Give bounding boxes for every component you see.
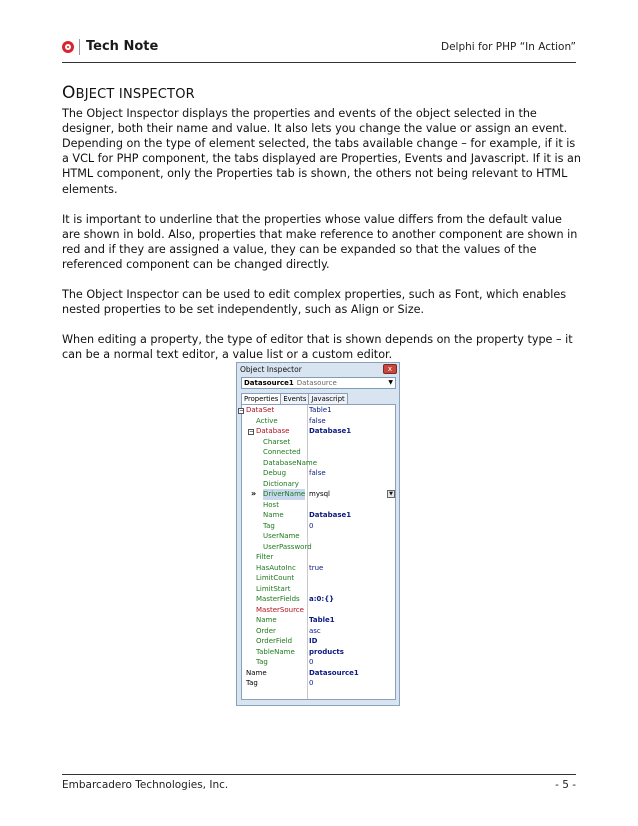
tab-properties[interactable]: Properties: [241, 393, 281, 406]
property-row[interactable]: [242, 573, 395, 584]
property-value[interactable]: a:0:{}: [309, 595, 335, 603]
property-name: [256, 573, 294, 584]
property-name: [263, 542, 312, 553]
property-name-text: UserName: [263, 532, 300, 540]
chevron-down-icon[interactable]: ▼: [388, 379, 393, 386]
property-row[interactable]: [242, 416, 395, 427]
property-row[interactable]: [242, 468, 395, 479]
property-name: [263, 458, 318, 469]
property-name: [256, 657, 268, 668]
property-value[interactable]: false: [309, 416, 326, 425]
property-row[interactable]: [242, 678, 395, 689]
selected-object-name: Datasource1: [244, 379, 294, 387]
property-name-text: Tag: [263, 521, 275, 530]
property-row[interactable]: [242, 636, 395, 647]
property-name: [246, 678, 258, 689]
document-title: Delphi for PHP “In Action”: [441, 41, 576, 53]
property-value[interactable]: asc: [309, 626, 321, 635]
logo-divider: [79, 39, 80, 55]
property-name: [256, 636, 292, 647]
property-name-text: MasterFields: [256, 595, 300, 603]
property-name-text: DriverName: [263, 490, 306, 498]
page-number: - 5 -: [555, 779, 576, 791]
property-name-text: LimitCount: [256, 574, 295, 582]
property-row[interactable]: [242, 437, 395, 448]
collapse-icon[interactable]: −: [239, 407, 245, 414]
property-name-text: Database: [256, 427, 290, 435]
property-name-text: TableName: [256, 647, 295, 656]
property-name-text: Order: [256, 626, 276, 635]
property-value[interactable]: Database1: [309, 511, 352, 519]
property-row[interactable]: [242, 542, 395, 553]
property-grid: [241, 404, 396, 700]
footer-rule: [62, 774, 576, 775]
property-name-text: Connected: [263, 448, 301, 456]
section-title-initial: O: [62, 83, 76, 103]
property-name-text: Charset: [263, 437, 291, 446]
property-name: [263, 479, 299, 490]
page-header: [62, 38, 576, 60]
object-selector-combo[interactable]: [241, 377, 396, 389]
property-value[interactable]: Database1: [309, 427, 352, 435]
property-name-text: Filter: [256, 553, 274, 561]
property-name-text: MasterSource: [256, 605, 304, 614]
property-row[interactable]: [242, 563, 395, 574]
main-content: [62, 83, 582, 377]
property-name: [256, 584, 290, 595]
property-row[interactable]: [242, 552, 395, 563]
property-name-text: DataSet: [246, 406, 275, 414]
property-row[interactable]: [242, 489, 395, 500]
property-row[interactable]: [242, 584, 395, 595]
property-value[interactable]: mysql: [309, 490, 330, 498]
property-row[interactable]: [242, 615, 395, 626]
object-inspector-title: Object Inspector: [240, 365, 302, 374]
property-name: [263, 521, 275, 532]
property-row[interactable]: [242, 510, 395, 521]
tab-events[interactable]: Events: [280, 393, 309, 405]
property-name: [256, 605, 304, 616]
property-name-text: Tag: [256, 658, 268, 666]
property-name-text: Host: [263, 500, 279, 509]
property-value[interactable]: Table1: [309, 616, 335, 624]
section-title: [62, 83, 582, 103]
property-value[interactable]: products: [309, 647, 344, 656]
property-name-text: Active: [256, 416, 278, 425]
property-name-text: Dictionary: [263, 479, 299, 488]
property-row[interactable]: [242, 500, 395, 511]
property-value[interactable]: Table1: [309, 406, 332, 414]
header-rule: [62, 62, 576, 63]
tab-javascript[interactable]: Javascript: [308, 393, 347, 405]
property-value[interactable]: ID: [309, 637, 318, 645]
property-row[interactable]: [242, 447, 395, 458]
property-value[interactable]: 0: [309, 679, 314, 687]
property-name: [263, 447, 301, 458]
embarcadero-logo-icon: [62, 41, 74, 53]
property-value[interactable]: 0: [309, 658, 314, 666]
property-name: [263, 500, 279, 511]
selected-row-marker-icon: »: [251, 489, 257, 498]
property-row[interactable]: [242, 521, 395, 532]
property-name-text: Name: [263, 511, 284, 519]
property-name-text: Debug: [263, 469, 287, 477]
collapse-icon[interactable]: −: [249, 428, 255, 435]
property-name: [256, 563, 296, 574]
property-row[interactable]: [242, 668, 395, 679]
property-name-text: UserPassword: [263, 542, 312, 551]
inspector-tabs: [241, 393, 347, 404]
property-name: [263, 531, 300, 542]
company-name: Embarcadero Technologies, Inc.: [62, 779, 229, 791]
property-name-text: OrderField: [256, 637, 293, 645]
close-icon[interactable]: x: [383, 364, 397, 374]
property-name: [263, 468, 286, 479]
property-name-text: DatabaseName: [263, 458, 318, 467]
property-name: [256, 552, 273, 563]
paragraph: The Object Inspector displays the properties and events of the object selected in the designer, both their name and value. It also lets you change the value or assign an event. Depending on the type of element selected, the tabs available change – for example, if it is a VCL for PHP component, the tabs displayed are Properties, Events and Javascript. If it is an HTML component, only the Properties tab is shown, the others not being relevant to HTML elements.: [62, 107, 581, 196]
property-name-text: LimitStart: [256, 584, 291, 593]
property-name: [263, 510, 284, 521]
tech-note-label: Tech Note: [86, 39, 159, 54]
property-name: [256, 615, 277, 626]
property-row[interactable]: [242, 647, 395, 658]
paragraph: It is important to underline that the properties whose value differs from the default value are shown in bold. Also, properties that make reference to another component are shown in red and if they are assigned a value, they can be expanded so that the values of the referenced component can be changed directly.: [62, 212, 578, 271]
property-value[interactable]: true: [309, 563, 324, 572]
property-row[interactable]: [242, 458, 395, 469]
property-name-text: Name: [256, 616, 277, 624]
property-name: [256, 626, 276, 637]
property-name-text: Tag: [246, 679, 258, 687]
property-name: [256, 594, 300, 605]
property-row[interactable]: [242, 479, 395, 490]
property-name: [263, 489, 305, 500]
property-name: [238, 405, 274, 416]
dropdown-arrow-icon[interactable]: ▼: [387, 490, 395, 498]
property-name: [263, 437, 290, 448]
property-row[interactable]: [242, 605, 395, 616]
property-value[interactable]: 0: [309, 521, 314, 530]
property-row[interactable]: [239, 405, 395, 416]
property-name: [256, 647, 295, 658]
property-row[interactable]: [242, 626, 395, 637]
property-name-text: Name: [246, 668, 267, 677]
object-inspector-window: [236, 362, 400, 706]
paragraph: The Object Inspector can be used to edit complex properties, such as Font, which enables nested properties to be set independently, such as Align or Size.: [62, 288, 567, 317]
property-name-text: HasAutoInc: [256, 563, 296, 572]
property-value[interactable]: Datasource1: [309, 668, 359, 677]
property-row[interactable]: [242, 594, 395, 605]
paragraph: When editing a property, the type of editor that is shown depends on the property type – it can be a normal text editor, a value list or a custom editor.: [62, 333, 573, 362]
property-row[interactable]: [242, 426, 395, 437]
section-title-rest: BJECT INSPECTOR: [75, 87, 195, 102]
property-value[interactable]: false: [309, 469, 326, 477]
property-row[interactable]: [242, 657, 395, 668]
property-name: [256, 416, 278, 427]
property-row[interactable]: [242, 531, 395, 542]
property-name: [248, 426, 289, 437]
selected-object-class: Datasource: [296, 379, 337, 387]
property-name: [246, 668, 267, 679]
